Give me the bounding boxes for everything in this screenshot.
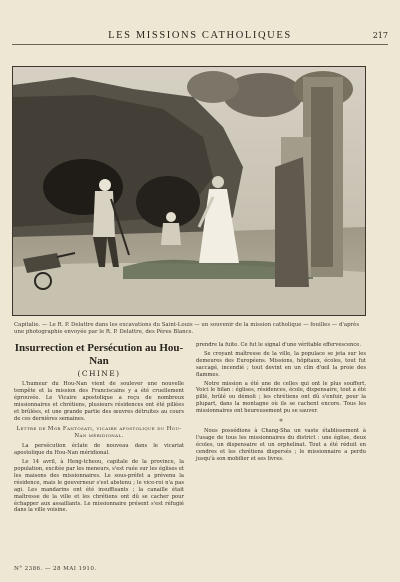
- excavation-photograph: [12, 66, 366, 316]
- page-number: 217: [372, 31, 388, 40]
- issue-footer: N° 2386. — 28 MAI 1910.: [14, 566, 97, 572]
- photo-illustration: [13, 67, 365, 315]
- body-paragraph: Nous possédions à Chang-Sha un vaste établissement à l'usage de tous les missionnaires du district : une église, deux écoles, un dispensaire et un orphelinat. Tout a été réduit en cendres et les chrétiens dispersés ; le missionnaire a perdu jusqu'à son mobilier et ses livres.: [196, 428, 366, 462]
- left-column: [14, 342, 184, 516]
- body-paragraph: La persécution éclate de nouveau dans le vicariat apostolique du Hou-Nan méridional.: [14, 443, 184, 457]
- body-paragraph: prendre la fuite. Ce fut le signal d'une véritable effervescence.: [196, 342, 362, 348]
- photo-caption: Capitalie. — Le R. P. Delattre dans les excavations du Saint-Louis — un souvenir de la mission catholique — fouilles — d'après une photographie envoyée par le R. P. Delattre, des Pères Blancs.: [14, 322, 360, 335]
- body-paragraph: Se croyant maîtresse de la ville, la populace se jeta sur les demeures des Européens. Missions, hôpitaux, écoles, tout fut saccagé, incendié ; tout devint en un clin d'œil la proie des flammes.: [196, 350, 366, 378]
- running-header: [12, 30, 388, 45]
- body-paragraph: Notre mission a été une de celles qui ont le plus souffert. Voici le bilan : églises, résidences, école, dispensaire, tout a été pillé, brûlé ou démoli ; les chrétiens ont dû s'enfuir, pour la plupart, dans la montagne où ils se cachent encore. Tous les missionnaires ont heureusement pu se sauver.: [196, 380, 366, 415]
- letter-heading: Lettre de Mgr Fantosati, vicaire apostolique du Hou-Nan méridional.: [16, 426, 182, 440]
- body-paragraph: Le 14 avril, à Heng-tcheou, capitale de la province, la population, excitée par les meneurs, s'est ruée sur les églises et les maisons des missionnaires. Le sous-préfet a prévenu la résidence, mais le gouverneur s'est abstenu ; le vice-roi n'a pas agi. Les mandarins ont été insuffisants ; la canaille était maîtresse de la ville et les chrétiens ont dû se cacher pour échapper aux assaillants. Le missionnaire présent s'est réfugié dans la ville voisine.: [14, 459, 184, 514]
- running-title: LES MISSIONS CATHOLIQUES: [108, 30, 292, 41]
- article-subtitle: (CHINE): [77, 369, 121, 378]
- intro-paragraph: L'humeur du Hou-Nan vient de soulever une nouvelle tempête et la mission des Franciscains y a été cruellement éprouvée. Le Vicaire apostolique a reçu de nombreux missionnaires et chrétiens, plusieurs résidences ont été pillées et brûlées, et une grande partie des œuvres détruites au cours de ces dernières semaines.: [14, 381, 184, 422]
- article-title: Insurrection et Persécution au Hou-Nan: [14, 342, 184, 367]
- section-separator: *: [279, 418, 283, 427]
- right-column: [196, 342, 366, 465]
